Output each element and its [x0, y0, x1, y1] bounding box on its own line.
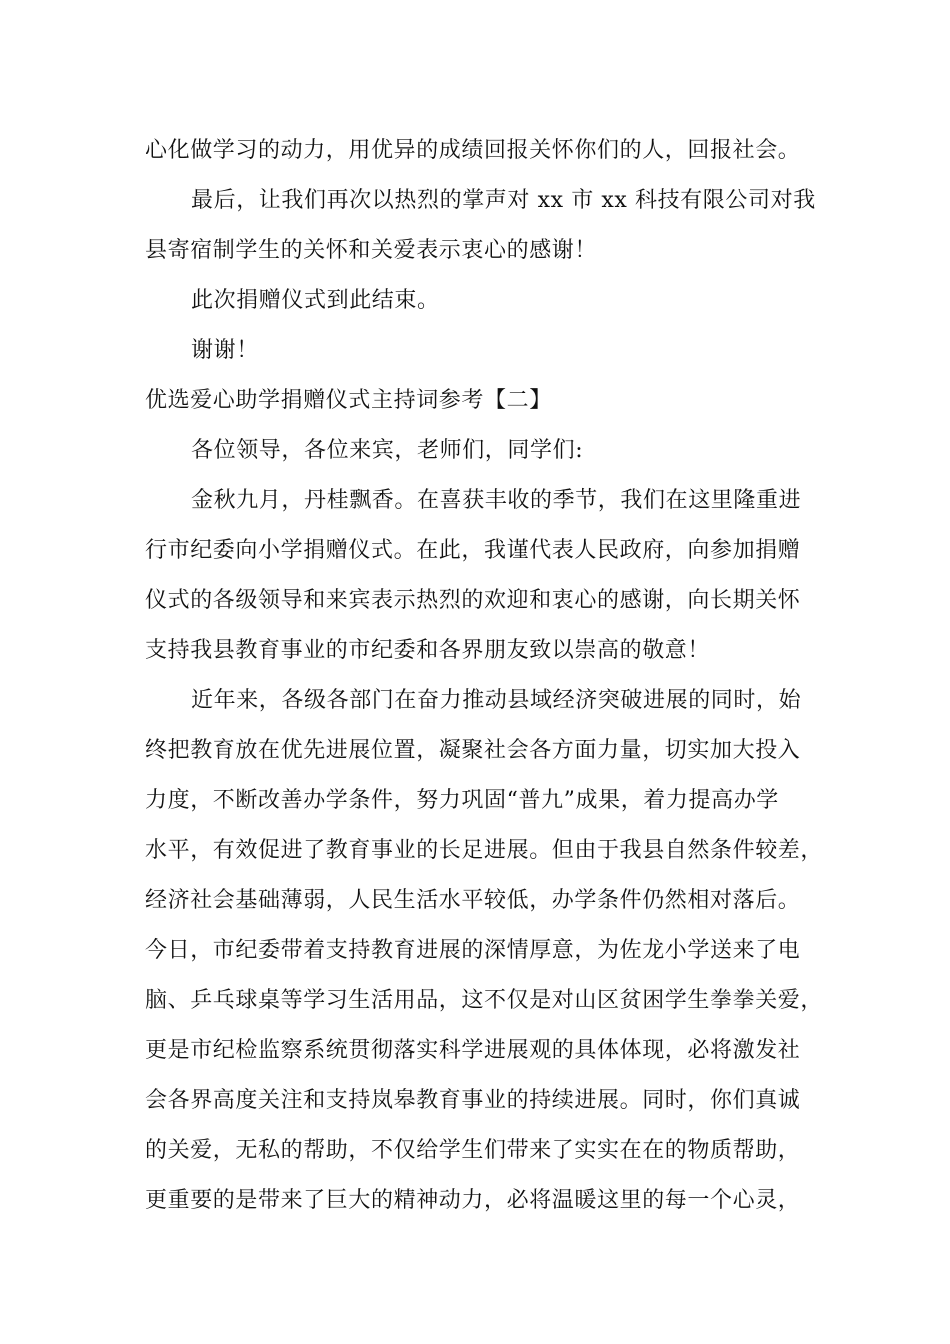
text-line-9: 行市纪委向小学捐赠仪式。在此，我谨代表人民政府，向参加捐赠: [145, 538, 801, 563]
text-line-10: 仪式的各级领导和来宾表示热烈的欢迎和衷心的感谢，向长期关怀: [145, 588, 801, 613]
text-line-21: 的关爱，无私的帮助，不仅给学生们带来了实实在在的物质帮助，: [145, 1138, 801, 1163]
text-line-1: 心化做学习的动力，用优异的成绩回报关怀你们的人，回报社会。: [145, 138, 801, 163]
text-line-11: 支持我县教育事业的市纪委和各界朋友致以崇高的敬意！: [145, 638, 711, 663]
text-line-18: 脑、乒乓球桌等学习生活用品，这不仅是对山区贫困学生拳拳关爱，: [145, 988, 824, 1013]
text-line-19: 更是市纪检监察系统贯彻落实科学进展观的具体体现，必将激发社: [145, 1038, 801, 1063]
text-line-14: 力度，不断改善办学条件，努力巩固“普九”成果，着力提高办学: [145, 788, 779, 813]
text-line-2: 最后，让我们再次以热烈的掌声对 xx 市 xx 科技有限公司对我: [191, 188, 816, 213]
text-line-8: 金秋九月，丹桂飘香。在喜获丰收的季节，我们在这里隆重进: [191, 488, 802, 513]
text-line-16: 经济社会基础薄弱，人民生活水平较低，办学条件仍然相对落后。: [145, 888, 801, 913]
text-line-15: 水平，有效促进了教育事业的长足进展。但由于我县自然条件较差，: [145, 838, 824, 863]
text-line-22: 更重要的是带来了巨大的精神动力，必将温暖这里的每一个心灵，: [145, 1188, 801, 1213]
section-heading: 优选爱心助学捐赠仪式主持词参考【二】: [145, 388, 552, 413]
text-line-4: 此次捐赠仪式到此结束。: [191, 288, 440, 313]
text-line-20: 会各界高度关注和支持岚皋教育事业的持续进展。同时，你们真诚: [145, 1088, 801, 1113]
text-line-3: 县寄宿制学生的关怀和关爱表示衷心的感谢！: [145, 238, 598, 263]
text-line-17: 今日，市纪委带着支持教育进展的深情厚意，为佐龙小学送来了电: [145, 938, 801, 963]
text-line-5: 谢谢！: [191, 338, 259, 363]
text-line-13: 终把教育放在优先进展位置，凝聚社会各方面力量，切实加大投入: [145, 738, 801, 763]
text-line-7: 各位领导，各位来宾，老师们，同学们:: [191, 438, 584, 463]
text-line-12: 近年来，各级各部门在奋力推动县域经济突破进展的同时，始: [191, 688, 802, 713]
